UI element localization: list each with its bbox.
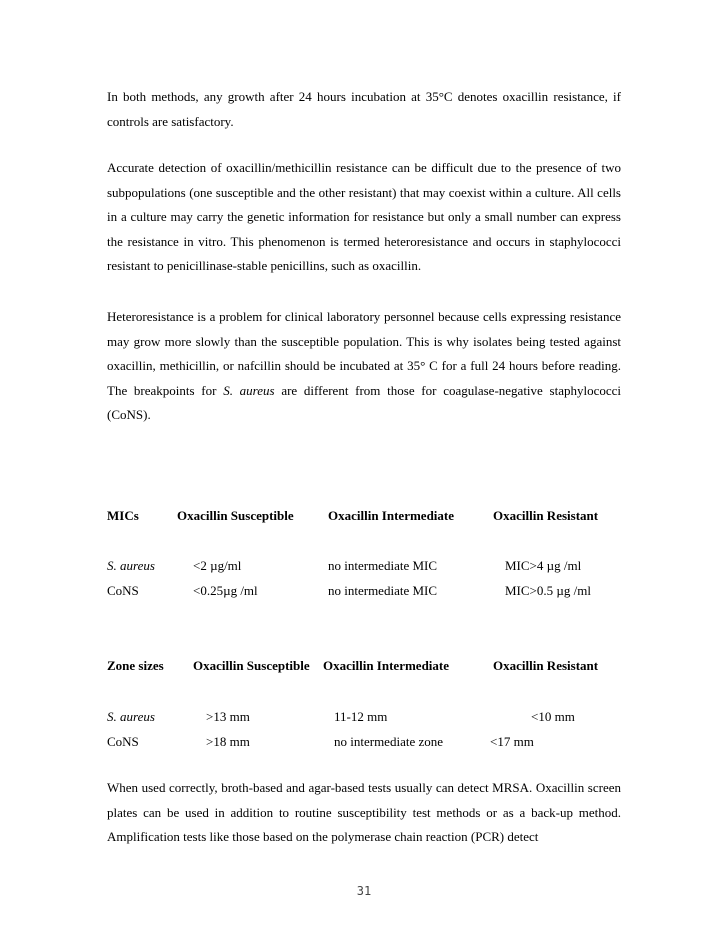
zone-header-intermediate: Oxacillin Intermediate [323,658,450,673]
zone-row-organism: S. aureus [107,709,155,724]
zone-row-intermediate: 11-12 mm [334,709,388,724]
mic-row-resistant: MIC>0.5 µg /ml [505,583,591,598]
zone-row-susceptible: >13 mm [206,709,250,724]
paragraph-mrsa-detection: When used correctly, broth-based and agar-based tests usually can detect MRSA. Oxacillin screen plates can be used in addition to routine susceptibility test methods or as a back-up method. Amplification tests like those based on the polymerase chain reaction (PCR) detect [107,780,621,845]
mic-row-organism: S. aureus [107,558,155,573]
mic-row-intermediate: no intermediate MIC [328,583,438,598]
zone-header-label: Zone sizes [107,658,164,673]
paragraph-heteroresistance [107,305,621,428]
mic-row-susceptible: <2 µg/ml [193,558,242,573]
paragraph-detection-difficulty: Accurate detection of oxacillin/methicillin resistance can be difficult due to the presence of two subpopulations (one susceptible and the other resistant) that may coexist within a culture. All cells in a culture may carry the genetic information for resistance but only a small number can express the resistance in vitro. This phenomenon is termed heteroresistance and occurs in staphylococci resistant to penicillinase-stable penicillins, such as oxacillin. [107,160,621,274]
zone-row-resistant: <10 mm [531,709,575,724]
paragraph-heteroresistance-part1: Heteroresistance is a problem for clinical laboratory personnel because cells expressing resistance may grow more slowly than the susceptible population. This is why isolates being tested against oxacillin, methicillin, or nafcillin should be incubated at 35° C for a full 24 hours before reading. The breakpoints for [107,309,621,398]
mic-row-intermediate: no intermediate MIC [328,558,438,573]
page-number: 31 [356,884,372,898]
paragraph-growth-criteria: In both methods, any growth after 24 hours incubation at 35°C denotes oxacillin resistance, if controls are satisfactory. [107,89,621,129]
mic-row-susceptible: <0.25µg /ml [193,583,258,598]
mic-row-resistant: MIC>4 µg /ml [505,558,582,573]
mic-header-label: MICs [107,508,139,523]
zone-header-resistant: Oxacillin Resistant [493,658,599,673]
zone-header-susceptible: Oxacillin Susceptible [193,658,310,673]
mic-header-intermediate: Oxacillin Intermediate [328,508,455,523]
mic-header-susceptible: Oxacillin Susceptible [177,508,294,523]
zone-row-resistant: <17 mm [490,734,534,749]
zone-row-susceptible: >18 mm [206,734,250,749]
paragraph-heteroresistance-part2: are different from those for coagulase-negative staphylococci (CoNS). [107,382,622,423]
zone-row-organism: CoNS [107,734,139,749]
zone-row-intermediate: no intermediate zone [334,734,444,749]
species-name-italic: S. aureus [223,382,275,398]
mic-row-organism: CoNS [107,583,139,598]
mic-header-resistant: Oxacillin Resistant [493,508,599,523]
